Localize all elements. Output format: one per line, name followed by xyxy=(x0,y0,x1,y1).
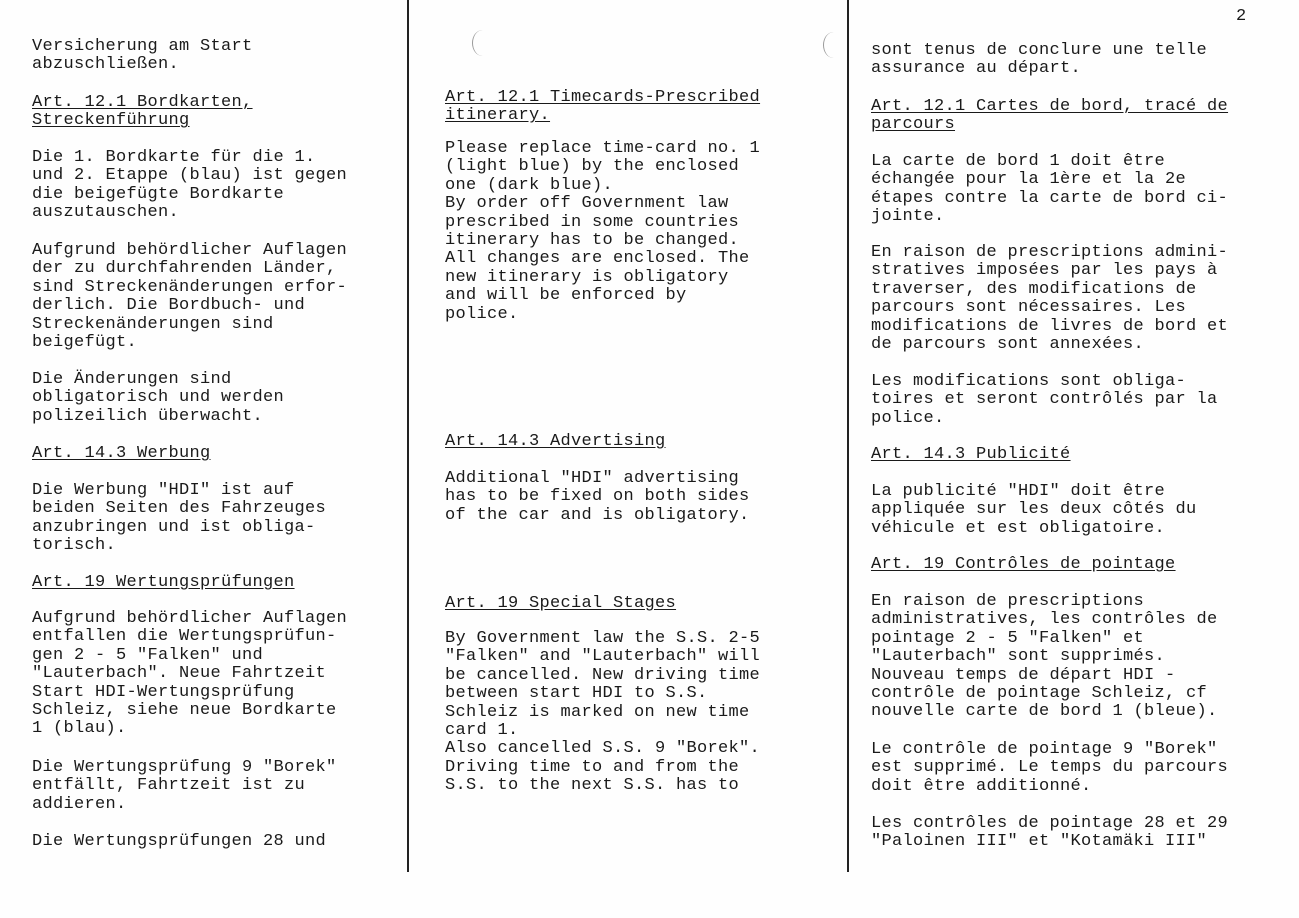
text-line: En raison de prescriptions admini- xyxy=(871,243,1229,262)
text-line: abzuschließen. xyxy=(32,55,180,75)
text-line: "Paloinen III" et "Kotamäki III" xyxy=(871,832,1208,852)
text-line: est supprimé. Le temps du parcours xyxy=(871,758,1229,778)
text-line: anzubringen und ist obliga- xyxy=(32,517,316,537)
text-line: Streckenänderungen sind xyxy=(32,314,274,334)
text-line: assurance au départ. xyxy=(871,59,1082,79)
text-line: auszutauschen. xyxy=(32,203,180,223)
text-line: Art. 19 Wertungsprüfungen xyxy=(32,573,295,592)
german-art-19-paragraph-2 xyxy=(32,759,337,814)
text-line: véhicule et est obligatoire. xyxy=(871,518,1166,538)
text-line: entfallen die Wertungsprüfun- xyxy=(32,627,337,647)
text-line: has to be fixed on both sides xyxy=(445,487,750,507)
french-art-14-heading xyxy=(871,446,1071,464)
french-art-12-paragraph-3 xyxy=(871,373,1218,428)
text-line: Start HDI-Wertungsprüfung xyxy=(32,682,295,702)
french-art-19-heading xyxy=(871,556,1176,574)
text-line: Art. 12.1 Bordkarten, xyxy=(32,93,253,112)
text-line: und 2. Etappe (blau) ist gegen xyxy=(32,166,348,186)
german-art-12-paragraph-3 xyxy=(32,371,284,426)
text-line: beigefügt. xyxy=(32,333,138,353)
text-line: parcours sont nécessaires. Les xyxy=(871,298,1187,318)
text-line: Art. 14.3 Werbung xyxy=(32,444,211,463)
text-line: sont tenus de conclure une telle xyxy=(871,41,1208,60)
text-line: La carte de bord 1 doit être xyxy=(871,152,1166,171)
text-line: obligatorisch und werden xyxy=(32,388,285,408)
text-line: Les modifications sont obliga- xyxy=(871,372,1187,391)
text-line: der zu durchfahrenden Länder, xyxy=(32,259,337,279)
text-line: police. xyxy=(445,304,519,324)
text-line: new itinerary is obligatory xyxy=(445,267,729,287)
text-line: entfällt, Fahrtzeit ist zu xyxy=(32,776,306,796)
text-line: sind Streckenänderungen erfor- xyxy=(32,277,348,297)
text-line: one (dark blue). xyxy=(445,175,614,195)
punch-hole-mark-left xyxy=(472,30,493,56)
page-number: 2 xyxy=(1236,7,1247,26)
column-divider-left xyxy=(407,0,409,872)
text-line: Die Werbung "HDI" ist auf xyxy=(32,481,295,500)
text-line: Also cancelled S.S. 9 "Borek". xyxy=(445,739,761,759)
german-art-19-paragraph-1 xyxy=(32,610,347,739)
text-line: Le contrôle de pointage 9 "Borek" xyxy=(871,740,1218,759)
text-line: Art. 19 Contrôles de pointage xyxy=(871,555,1176,574)
text-line: appliquée sur les deux côtés du xyxy=(871,500,1197,520)
french-art-12-paragraph-1 xyxy=(871,153,1228,227)
german-art-14-paragraph-1 xyxy=(32,482,326,556)
punch-hole-mark-right xyxy=(823,32,844,58)
english-art-19-paragraph-1 xyxy=(445,630,760,796)
text-line: and will be enforced by xyxy=(445,286,687,306)
german-art-12-paragraph-1 xyxy=(32,149,347,223)
text-line: die beigefügte Bordkarte xyxy=(32,184,285,204)
french-intro xyxy=(871,42,1207,79)
text-line: Aufgrund behördlicher Auflagen xyxy=(32,609,348,628)
text-line: S.S. to the next S.S. has to xyxy=(445,776,740,796)
text-line: "Lauterbach" sont supprimés. xyxy=(871,647,1166,667)
text-line: toires et seront contrôlés par la xyxy=(871,390,1218,410)
text-line: Versicherung am Start xyxy=(32,37,253,56)
text-line: traverser, des modifications de xyxy=(871,279,1197,299)
text-line: By Government law the S.S. 2-5 xyxy=(445,629,761,648)
text-line: jointe. xyxy=(871,207,945,227)
text-line: administratives, les contrôles de xyxy=(871,610,1218,630)
text-line: "Lauterbach". Neue Fahrtzeit xyxy=(32,664,327,684)
text-line: Art. 12.1 Cartes de bord, tracé de xyxy=(871,97,1229,116)
text-line: Nouveau temps de départ HDI - xyxy=(871,665,1176,685)
column-divider-right xyxy=(847,0,849,872)
text-line: torisch. xyxy=(32,536,117,556)
french-art-14-paragraph-1 xyxy=(871,483,1197,538)
text-line: gen 2 - 5 "Falken" und xyxy=(32,645,264,665)
text-line: Additional "HDI" advertising xyxy=(445,469,740,488)
text-line: (light blue) by the enclosed xyxy=(445,157,740,177)
text-line: parcours xyxy=(871,115,956,135)
text-line: Die Änderungen sind xyxy=(32,370,232,389)
text-line: polizeilich überwacht. xyxy=(32,406,264,426)
text-line: "Falken" and "Lauterbach" will xyxy=(445,647,761,667)
french-art-12-heading xyxy=(871,98,1228,135)
text-line: nouvelle carte de bord 1 (bleue). xyxy=(871,702,1218,722)
german-art-12-heading xyxy=(32,94,253,131)
text-line: All changes are enclosed. The xyxy=(445,249,750,269)
text-line: La publicité "HDI" doit être xyxy=(871,482,1166,501)
german-art-12-paragraph-2 xyxy=(32,242,347,352)
text-line: échangée pour la 1ère et la 2e xyxy=(871,170,1187,190)
text-line: étapes contre la carte de bord ci- xyxy=(871,188,1229,208)
text-line: modifications de livres de bord et xyxy=(871,316,1229,336)
german-art-19-paragraph-3 xyxy=(32,833,326,851)
text-line: 1 (blau). xyxy=(32,719,127,739)
german-intro xyxy=(32,38,253,75)
text-line: Aufgrund behördlicher Auflagen xyxy=(32,241,348,260)
text-line: By order off Government law xyxy=(445,194,729,214)
text-line: Please replace time-card no. 1 xyxy=(445,139,761,158)
french-art-19-paragraph-1 xyxy=(871,593,1218,722)
text-line: de parcours sont annexées. xyxy=(871,335,1145,355)
text-line: beiden Seiten des Fahrzeuges xyxy=(32,499,327,519)
german-art-19-heading xyxy=(32,574,295,592)
text-line: itinerary. xyxy=(445,106,551,126)
text-line: derlich. Die Bordbuch- und xyxy=(32,296,306,316)
text-line: En raison de prescriptions xyxy=(871,592,1145,611)
text-line: Art. 14.3 Publicité xyxy=(871,445,1071,464)
text-line: Die Wertungsprüfungen 28 und xyxy=(32,832,327,851)
text-line: Art. 12.1 Timecards-Prescribed xyxy=(445,88,761,107)
text-line: stratives imposées par les pays à xyxy=(871,261,1218,281)
french-art-12-paragraph-2 xyxy=(871,244,1228,354)
text-line: be cancelled. New driving time xyxy=(445,665,761,685)
text-line: Streckenführung xyxy=(32,111,190,131)
text-line: Art. 14.3 Advertising xyxy=(445,432,666,451)
french-art-19-paragraph-2 xyxy=(871,741,1228,796)
text-line: of the car and is obligatory. xyxy=(445,505,750,525)
english-art-12-paragraph-1 xyxy=(445,140,760,324)
french-art-19-paragraph-3 xyxy=(871,815,1228,852)
text-line: addieren. xyxy=(32,794,127,814)
english-art-12-heading xyxy=(445,89,760,126)
german-art-14-heading xyxy=(32,445,211,463)
text-line: contrôle de pointage Schleiz, cf xyxy=(871,684,1208,704)
english-art-14-paragraph-1 xyxy=(445,470,750,525)
text-line: Driving time to and from the xyxy=(445,757,740,777)
text-line: Die 1. Bordkarte für die 1. xyxy=(32,148,316,167)
text-line: Schleiz, siehe neue Bordkarte xyxy=(32,701,337,721)
text-line: itinerary has to be changed. xyxy=(445,231,740,251)
text-line: Schleiz is marked on new time xyxy=(445,702,750,722)
text-line: Die Wertungsprüfung 9 "Borek" xyxy=(32,758,337,777)
text-line: Art. 19 Special Stages xyxy=(445,594,677,613)
text-line: doit être additionné. xyxy=(871,776,1092,796)
text-line: between start HDI to S.S. xyxy=(445,684,708,704)
english-art-19-heading xyxy=(445,595,676,613)
text-line: pointage 2 - 5 "Falken" et xyxy=(871,628,1145,648)
text-line: police. xyxy=(871,408,945,428)
text-line: prescribed in some countries xyxy=(445,212,740,232)
text-line: card 1. xyxy=(445,721,519,741)
english-art-14-heading xyxy=(445,433,666,451)
text-line: Les contrôles de pointage 28 et 29 xyxy=(871,814,1229,833)
